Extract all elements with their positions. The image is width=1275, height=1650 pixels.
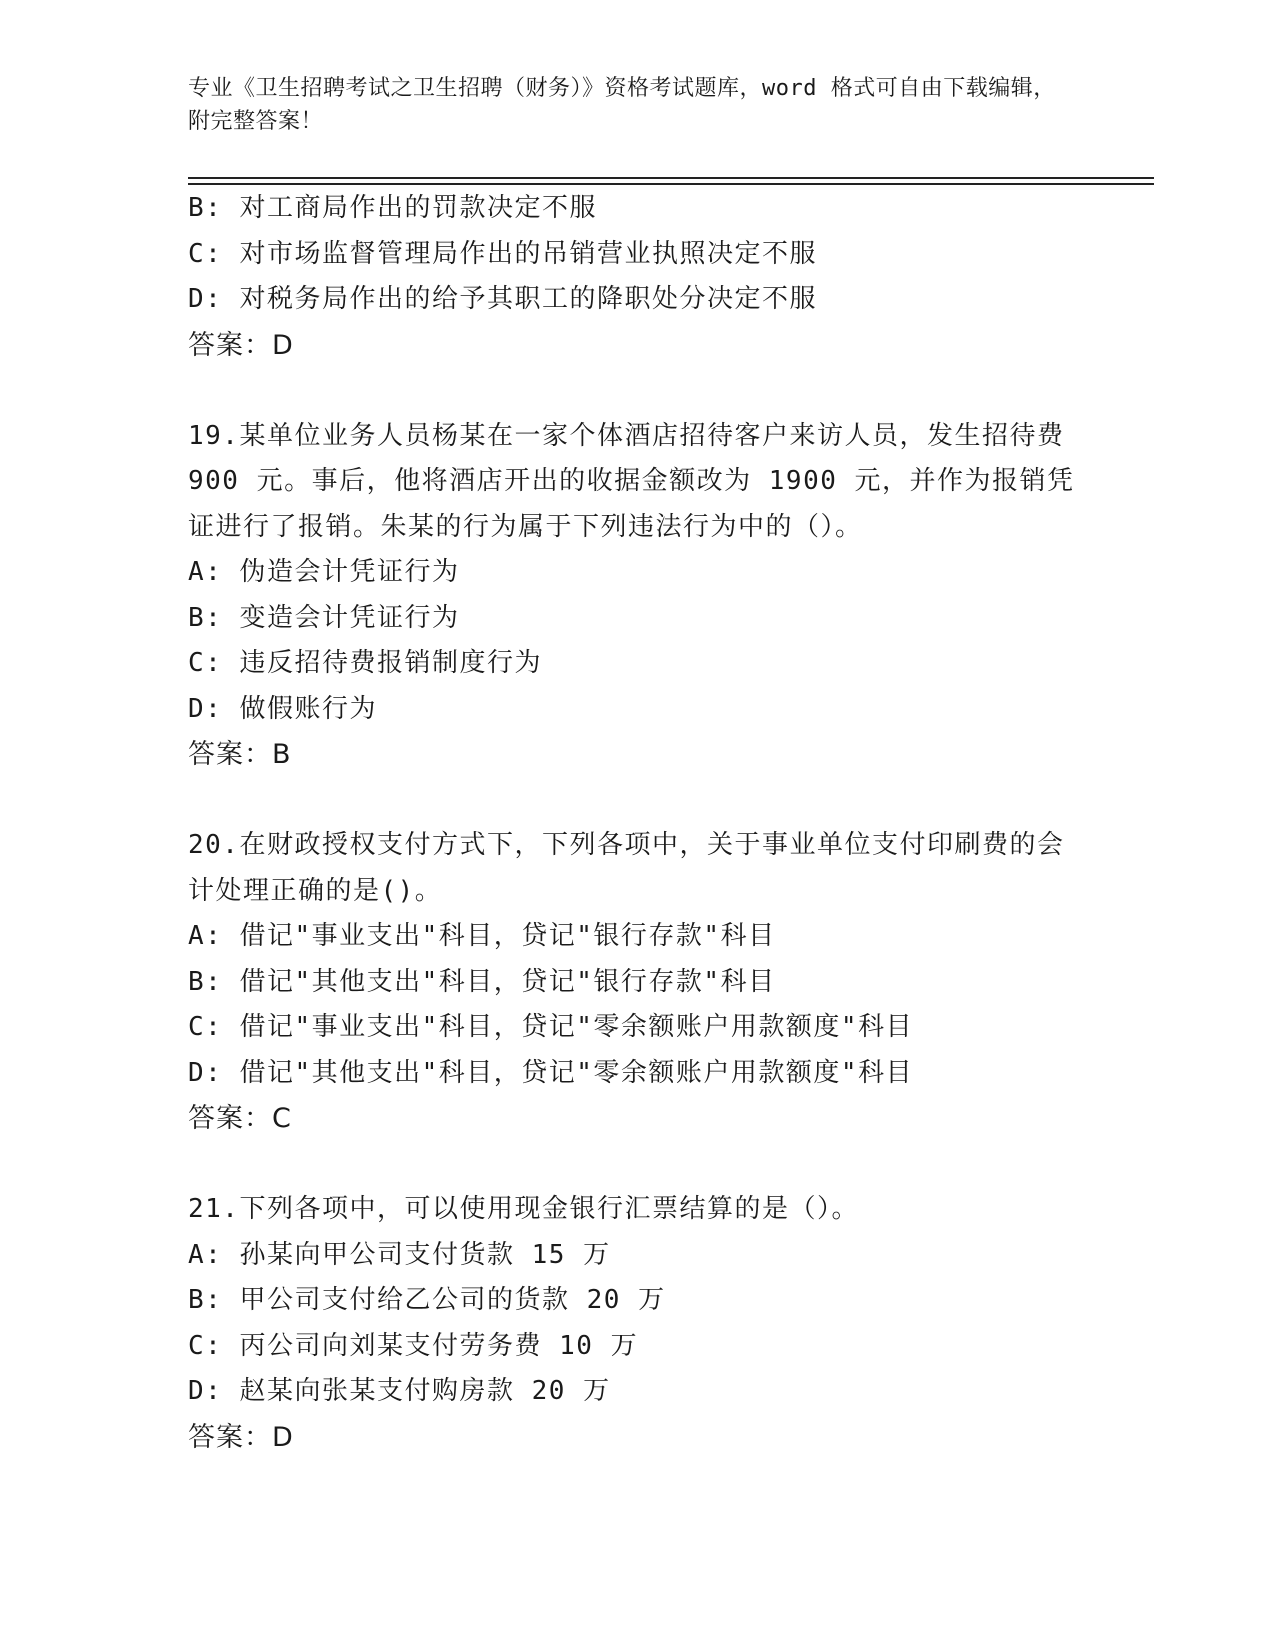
question-stem: 19.某单位业务人员杨某在一家个体酒店招待客户来访人员，发生招待费 900 元。事后，他将酒店开出的收据金额改为 1900 元，并作为报销凭证进行了报销。朱某的行为属于下列违法行为中的（）。 (188, 420, 1075, 542)
answer-line: 答案：B (188, 739, 292, 770)
option-b: B: 借记"其他支出"科目，贷记"银行存款"科目 (188, 966, 776, 997)
option-c: C: 对市场监督管理局作出的吊销营业执照决定不服 (188, 238, 817, 269)
option-b: B: 变造会计凭证行为 (188, 602, 460, 633)
document-header: 专业《卫生招聘考试之卫生招聘（财务）》资格考试题库，word 格式可自由下载编辑，附完整答案！ (188, 76, 1056, 134)
header-rule-bottom (188, 183, 1154, 185)
question-block (188, 414, 1088, 778)
option-b: B: 对工商局作出的罚款决定不服 (188, 193, 597, 223)
option-c: C: 丙公司向刘某支付劳务费 10 万 (188, 1330, 639, 1361)
spacer (188, 1142, 1088, 1188)
option-c: C: 违反招待费报销制度行为 (188, 648, 542, 678)
answer-line: 答案：C (188, 1103, 292, 1134)
question-block (188, 186, 1088, 368)
answer-line: 答案：D (188, 329, 294, 361)
option-d: D: 赵某向张某支付购房款 20 万 (188, 1376, 611, 1406)
question-stem: 20.在财政授权支付方式下，下列各项中，关于事业单位支付印刷费的会计处理正确的是()。 (188, 830, 1065, 906)
option-d: D: 对税务局作出的给予其职工的降职处分决定不服 (188, 284, 817, 314)
question-list (188, 186, 1088, 1460)
header-rule-top (188, 177, 1154, 179)
question-stem: 21.下列各项中，可以使用现金银行汇票结算的是（）。 (188, 1194, 859, 1224)
question-block (188, 823, 1088, 1142)
spacer (188, 778, 1088, 824)
option-a: A: 孙某向甲公司支付货款 15 万 (188, 1239, 611, 1270)
option-d: D: 借记"其他支出"科目，贷记"零余额账户用款额度"科目 (188, 1057, 914, 1088)
option-b: B: 甲公司支付给乙公司的货款 20 万 (188, 1285, 666, 1315)
option-c: C: 借记"事业支出"科目，贷记"零余额账户用款额度"科目 (188, 1012, 914, 1042)
answer-line: 答案：D (188, 1421, 294, 1453)
option-a: A: 伪造会计凭证行为 (188, 557, 460, 587)
option-d: D: 做假账行为 (188, 693, 377, 724)
spacer (188, 368, 1088, 414)
option-a: A: 借记"事业支出"科目，贷记"银行存款"科目 (188, 921, 776, 951)
question-block (188, 1187, 1088, 1460)
